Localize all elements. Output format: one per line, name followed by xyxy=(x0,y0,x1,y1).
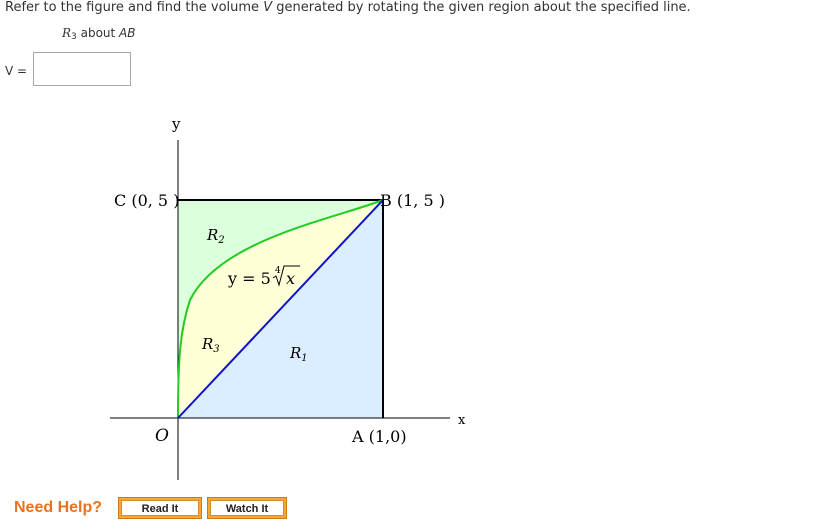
point-c-label: C (0, 5 ) xyxy=(114,191,180,210)
root-index: 4 xyxy=(275,266,281,276)
answer-label: V = xyxy=(5,64,28,78)
watch-it-label: Watch It xyxy=(210,500,284,516)
read-it-button[interactable] xyxy=(118,497,202,519)
question-suffix: generated by rotating the given region about the specified line. xyxy=(272,0,691,15)
region-r1-label: $R_1$ xyxy=(290,344,308,364)
region-axis: AB xyxy=(119,26,136,40)
root-variable: x xyxy=(286,269,296,288)
region-about-text: about xyxy=(76,26,120,40)
region-letter: R xyxy=(62,26,72,40)
need-help-label: Need Help? xyxy=(14,499,103,516)
point-a-label: A (1,0) xyxy=(352,427,407,446)
question-prefix: Refer to the figure and find the volume xyxy=(5,0,264,15)
region-subscript: 3 xyxy=(71,32,77,42)
read-it-label: Read It xyxy=(121,500,199,516)
origin-label: O xyxy=(155,426,169,446)
point-b-label: B (1, 5 ) xyxy=(380,191,445,210)
region-r3-label: $R_3$ xyxy=(202,335,220,355)
curve-equation: y = 5 xyxy=(228,269,271,288)
x-axis-label: x xyxy=(458,413,466,428)
question-variable: V xyxy=(263,0,273,15)
region-r2-label: $R_2$ xyxy=(207,226,225,246)
watch-it-button[interactable] xyxy=(207,497,287,519)
y-axis-label: y xyxy=(172,115,181,133)
